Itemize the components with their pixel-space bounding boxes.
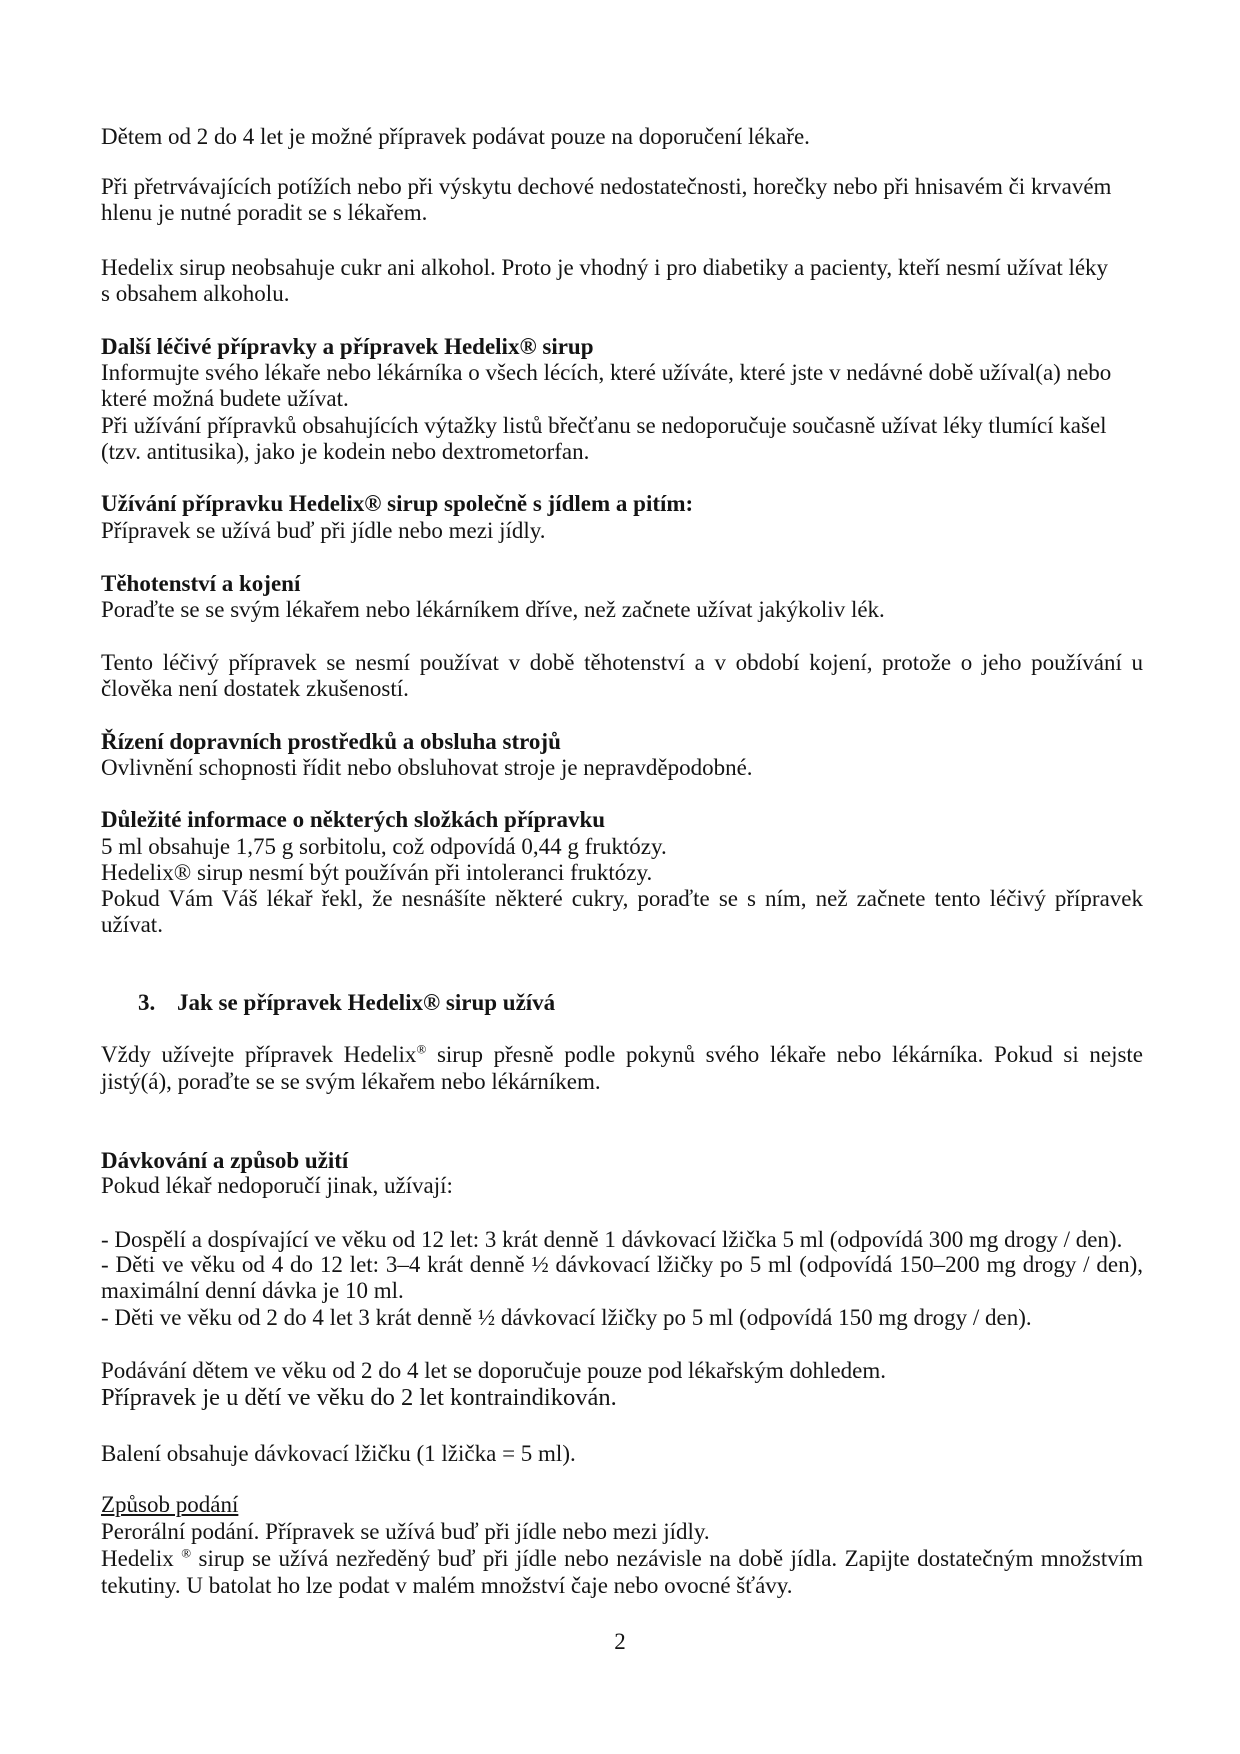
pregnancy-line: člověka není dostatek zkušeností. xyxy=(101,676,409,701)
dosage-item: maximální denní dávka je 10 ml. xyxy=(101,1278,404,1303)
supervision-note: Podávání dětem ve věku od 2 do 4 let se doporučuje pouze pod lékařským dohledem. xyxy=(101,1358,886,1383)
children-age-note: Dětem od 2 do 4 let je možné přípravek podávat pouze na doporučení lékaře. xyxy=(101,124,810,149)
interactions-heading: Další léčivé přípravky a přípravek Hedelix® sirup xyxy=(101,334,594,359)
interactions-line: (tzv. antitusika), jako je kodein nebo dextrometorfan. xyxy=(101,439,590,464)
warning-line: hlenu je nutné poradit se s lékařem. xyxy=(101,200,428,225)
dosage-item: - Dospělí a dospívající ve věku od 12 let: 3 krát denně 1 dávkovací lžička 5 ml (odpovídá 300 mg drogy / den). xyxy=(101,1227,1123,1252)
food-line: Přípravek se užívá buď při jídle nebo mezi jídly. xyxy=(101,518,546,543)
section-3-heading xyxy=(0,990,1240,1016)
registered-mark: ® xyxy=(181,1545,192,1561)
administration-line: Perorální podání. Přípravek se užívá buď při jídle nebo mezi jídly. xyxy=(101,1519,710,1544)
excipients-line: Pokud Vám Váš lékař řekl, že nesnášíte některé cukry, poraďte se s ním, než začnete tento léčivý přípravek xyxy=(101,886,1143,911)
section-number: 3. xyxy=(138,990,156,1015)
administration-line xyxy=(101,1546,1143,1572)
package-note: Balení obsahuje dávkovací lžičku (1 lžička = 5 ml). xyxy=(101,1441,576,1466)
excipients-line: užívat. xyxy=(101,912,163,937)
intro-text: Vždy užívejte přípravek Hedelix xyxy=(101,1042,417,1067)
pregnancy-heading: Těhotenství a kojení xyxy=(101,571,301,596)
pregnancy-line: Tento léčivý přípravek se nesmí používat v době těhotenství a v období kojení, protože o jeho používání u xyxy=(101,650,1143,675)
interactions-line: které možná budete užívat. xyxy=(101,386,349,411)
dosage-heading: Dávkování a způsob užití xyxy=(101,1148,349,1173)
driving-line: Ovlivnění schopnosti řídit nebo obsluhovat stroje je nepravděpodobné. xyxy=(101,755,753,780)
contraindication-note: Přípravek je u dětí ve věku do 2 let kontraindikován. xyxy=(101,1384,617,1411)
interactions-line: Při užívání přípravků obsahujících výtažky listů břečťanu se nedoporučuje současně užívat léky tlumící kašel xyxy=(101,413,1107,438)
section-title: Jak se přípravek Hedelix® sirup užívá xyxy=(177,990,556,1015)
administration-text: Hedelix xyxy=(101,1546,182,1571)
warning-line: Při přetrvávajících potížích nebo při výskytu dechové nedostatečnosti, horečky nebo při hnisavém či krvavém xyxy=(101,174,1112,199)
administration-text: sirup se užívá nezředěný buď při jídle nebo nezávisle na době jídla. Zapijte dostatečným množstvím xyxy=(191,1546,1144,1571)
interactions-line: Informujte svého lékaře nebo lékárníka o všech lécích, které užíváte, které jste v nedávné době užíval(a) nebo xyxy=(101,360,1112,385)
page-number: 2 xyxy=(614,1629,626,1654)
excipients-line: 5 ml obsahuje 1,75 g sorbitolu, což odpovídá 0,44 g fruktózy. xyxy=(101,834,667,859)
excipients-line: Hedelix® sirup nesmí být používán při intoleranci fruktózy. xyxy=(101,860,653,885)
excipients-heading: Důležité informace o některých složkách přípravku xyxy=(101,807,606,832)
dosage-lead: Pokud lékař nedoporučí jinak, užívají: xyxy=(101,1173,453,1198)
sugar-free-line: s obsahem alkoholu. xyxy=(101,281,290,306)
dosage-item: - Děti ve věku od 4 do 12 let: 3–4 krát denně ½ dávkovací lžičky po 5 ml (odpovídá 150–200 mg drogy / den), xyxy=(101,1252,1143,1277)
food-heading: Užívání přípravku Hedelix® sirup společně s jídlem a pitím: xyxy=(101,491,694,516)
dosage-item: - Děti ve věku od 2 do 4 let 3 krát denně ½ dávkovací lžičky po 5 ml (odpovídá 150 mg drogy / den). xyxy=(101,1305,1032,1330)
sugar-free-line: Hedelix sirup neobsahuje cukr ani alkohol. Proto je vhodný i pro diabetiky a pacienty, kteří nesmí užívat léky xyxy=(101,255,1109,280)
section-3-intro-line: jistý(á), poraďte se se svým lékařem nebo lékárníkem. xyxy=(101,1069,601,1094)
section-3-intro-line xyxy=(101,1042,1143,1068)
driving-heading: Řízení dopravních prostředků a obsluha strojů xyxy=(101,729,561,754)
intro-text: sirup přesně podle pokynů svého lékaře nebo lékárníka. Pokud si nejste xyxy=(426,1042,1144,1067)
administration-heading: Způsob podání xyxy=(101,1492,239,1517)
administration-line: tekutiny. U batolat ho lze podat v malém množství čaje nebo ovocné šťávy. xyxy=(101,1573,793,1598)
pregnancy-advice: Poraďte se se svým lékařem nebo lékárníkem dříve, než začnete užívat jakýkoliv lék. xyxy=(101,597,885,622)
registered-mark: ® xyxy=(416,1041,427,1057)
